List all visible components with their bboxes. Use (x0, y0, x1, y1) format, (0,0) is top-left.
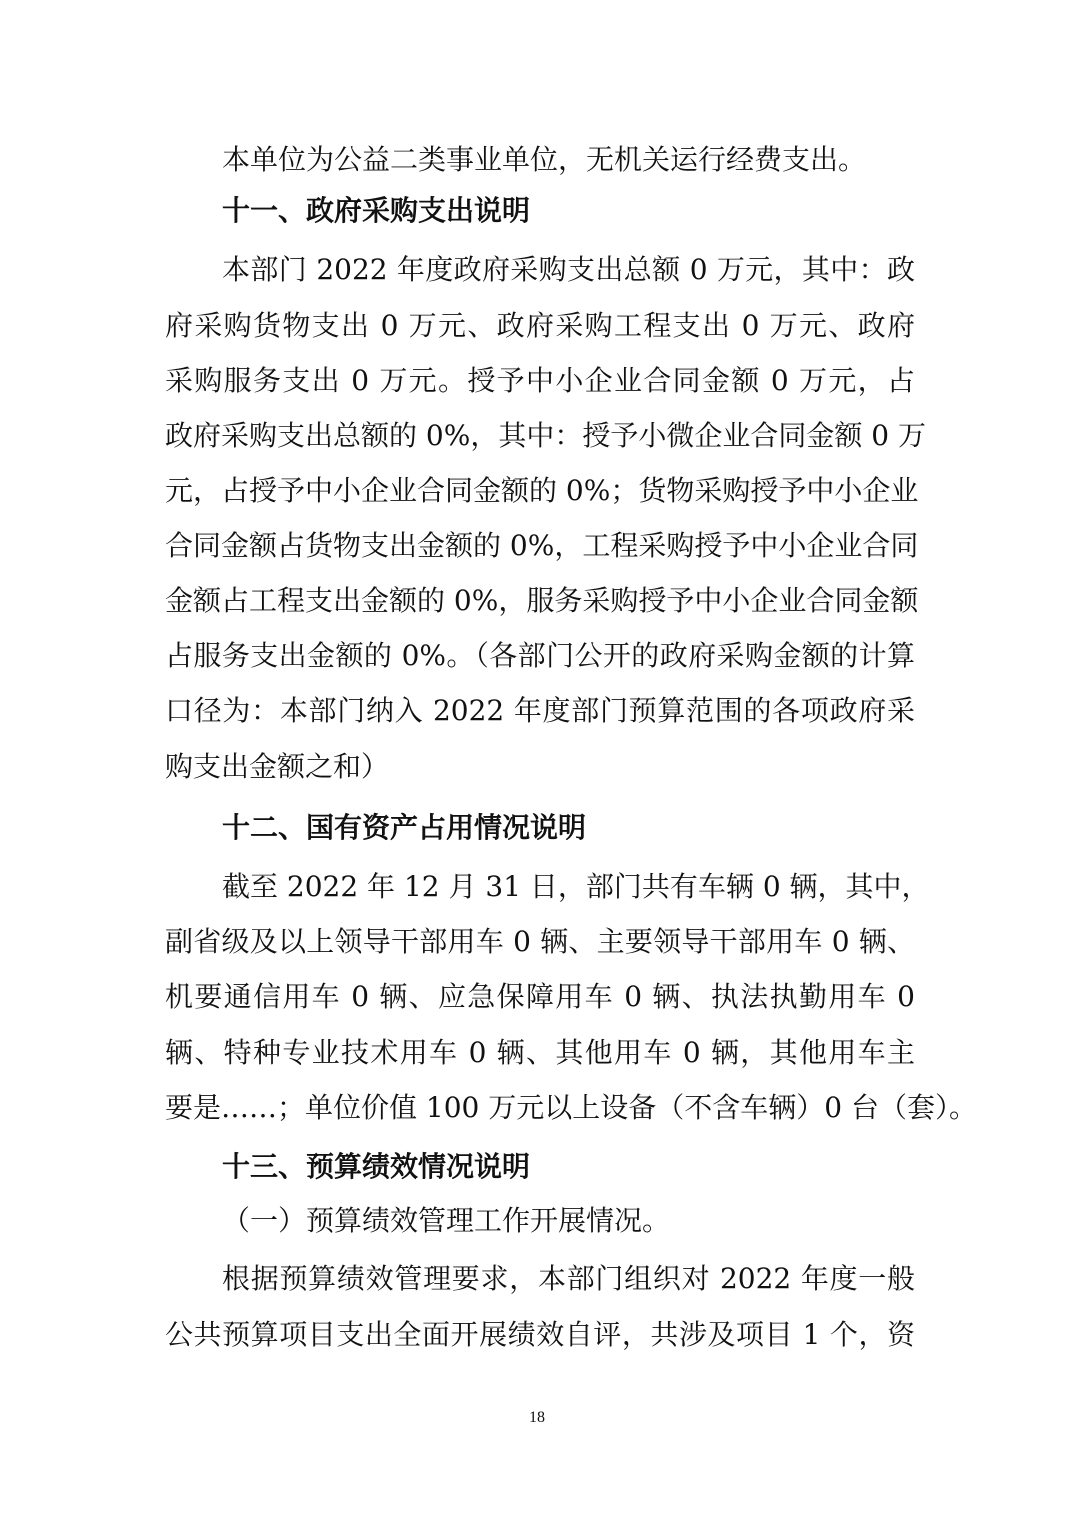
body-line: 合同金额占货物支出金额的 0%，工程采购授予中小企业合同 (165, 529, 919, 562)
body-line: 府采购货物支出 0 万元、政府采购工程支出 0 万元、政府 (165, 309, 915, 342)
body-line: 采购服务支出 0 万元。授予中小企业合同金额 0 万元，占 (165, 364, 915, 397)
page-number: 18 (529, 1409, 545, 1426)
section-heading-government-procurement: 十一、政府采购支出说明 (222, 194, 531, 227)
body-line: 口径为：本部门纳入 2022 年度部门预算范围的各项政府采 (165, 694, 915, 727)
body-line: 根据预算绩效管理要求，本部门组织对 2022 年度一般 (222, 1262, 915, 1295)
body-line: 金额占工程支出金额的 0%，服务采购授予中小企业合同金额 (165, 584, 919, 617)
body-line: 购支出金额之和） (165, 750, 390, 783)
body-line: 元，占授予中小企业合同金额的 0%；货物采购授予中小企业 (165, 474, 919, 507)
body-line: 机要通信用车 0 辆、应急保障用车 0 辆、执法执勤用车 0 (165, 980, 915, 1013)
body-line: 要是……；单位价值 100 万元以上设备（不含车辆）0 台（套）。 (165, 1091, 977, 1124)
body-line: 公共预算项目支出全面开展绩效自评，共涉及项目 1 个，资 (165, 1318, 915, 1351)
section-heading-state-assets: 十二、国有资产占用情况说明 (222, 811, 587, 844)
section-heading-performance: 十三、预算绩效情况说明 (222, 1150, 531, 1183)
body-line: 本单位为公益二类事业单位，无机关运行经费支出。 (222, 143, 867, 176)
subsection-heading: （一）预算绩效管理工作开展情况。 (222, 1204, 671, 1237)
body-line: 政府采购支出总额的 0%，其中：授予小微企业合同金额 0 万 (165, 419, 926, 452)
body-line: 本部门 2022 年度政府采购支出总额 0 万元，其中：政 (222, 253, 915, 286)
body-line: 截至 2022 年 12 月 31 日，部门共有车辆 0 辆，其中， (222, 870, 930, 903)
body-line: 占服务支出金额的 0%。（各部门公开的政府采购金额的计算 (165, 639, 915, 672)
body-line: 副省级及以上领导干部用车 0 辆、主要领导干部用车 0 辆、 (165, 925, 915, 958)
body-line: 辆、特种专业技术用车 0 辆、其他用车 0 辆，其他用车主 (165, 1036, 915, 1069)
